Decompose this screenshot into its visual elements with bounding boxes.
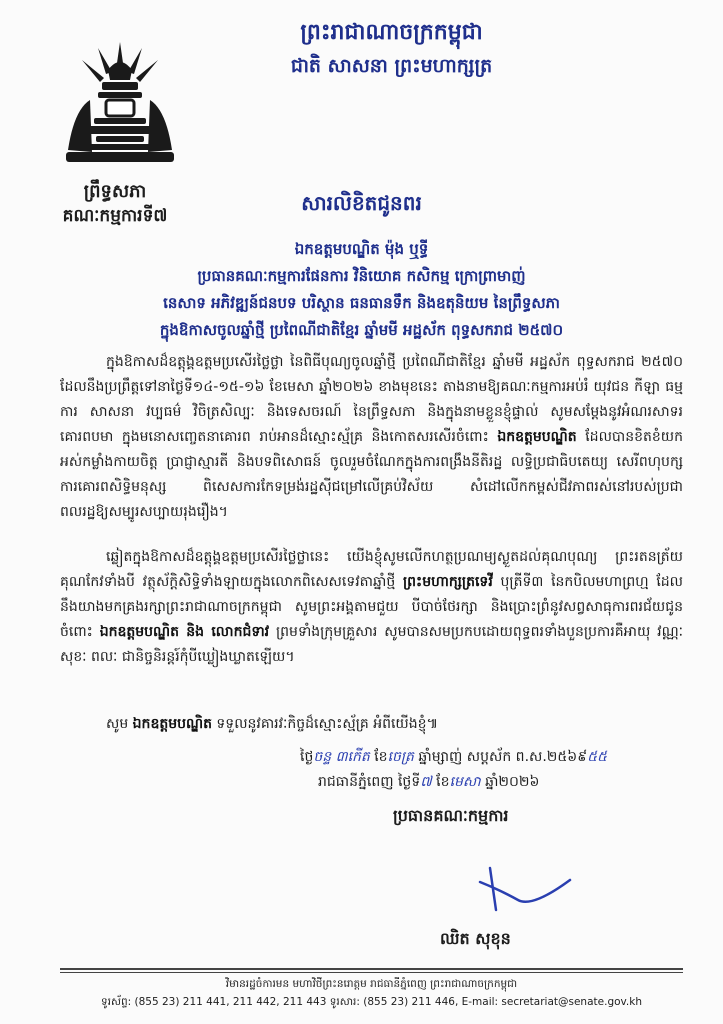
footer-divider (60, 968, 683, 970)
lunar-prefix: ថ្ងៃ (300, 749, 314, 765)
p1-text-b: ដែលបានខិតខំយកអស់កម្លាំងកាយចិត្ត ប្រាជ្ញាស្មារតី និងបទពិសោធន៍ ចូលរួមចំណែកក្នុងការពង្រឹងនីតិរដ្ឋ លទ្ធិប្រជាធិបតេយ្យ សេរីពហុបក្ស ការគោរពសិទ្ធិមនុស្ស ពិសេសការកែទម្រង់រដ្ឋស៊ីជម្រៅលើគ្រប់វិស័យ សំដៅលើកកម្ពស់ជីវភាពរស់នៅរបស់ប្រជាពលរដ្ឋឱ្យសម្បូរសប្បាយរុងរឿង។ (60, 429, 683, 520)
institution-name: ព្រឹទ្ធសភា (83, 181, 147, 202)
p1-honoree: ឯកឧត្តមបណ្ឌិត (497, 429, 577, 445)
body-paragraph-2 (60, 545, 683, 670)
signatory-title: ប្រធានគណៈកម្មការ (393, 806, 509, 825)
p1-text-a: ក្នុងឱកាសដ៏ឧត្តុង្គឧត្តមប្រសើរថ្លៃថ្លា នៃពិធីបុណ្យចូលឆ្នាំថ្មី ប្រពៃណីជាតិខ្មែរ ឆ្នាំមមី អដ្ឋស័ក ពុទ្ធសករាជ ២៥៧០ ដែលនឹងប្រព្រឹត្តទៅនាថ្ងៃទី១៤-១៥-១៦ ខែមេសា ឆ្នាំ២០២៦ ខាងមុខនេះ តាងនាមឱ្យគណៈកម្មការអប់រំ យុវជន កីឡា ធម្មការ សាសនា វប្បធម៌ វិចិត្រសិល្បៈ និងទេសចរណ៍ នៃព្រឹទ្ធសភា និងក្នុងនាមខ្លួនខ្ញុំផ្ទាល់ សូមសម្តែងនូវអំណរសាទរគោរពបមា ក្នុងមនោសញ្ចេតនាគោរព រាប់អានដ៏ស្មោះស្ម័គ្រ និងកោតសរសើរចំពោះ (60, 354, 683, 445)
place-date-line (318, 772, 539, 793)
senate-emblem (60, 40, 180, 170)
footer-divider-thin (60, 972, 683, 973)
addressee-line-2: ប្រធានគណៈកម្មការផែនការ វិនិយោគ កសិកម្ម ក្រោព្រាមាញ់ (197, 267, 526, 285)
p2-honorees: ឯកឧត្តមបណ្ឌិត និង លោកជំទាវ (99, 624, 270, 640)
p2-deity: ព្រះមហាក្សត្រទេវី (403, 574, 493, 590)
addressee-line-4: ក្នុងឱកាសចូលឆ្នាំថ្មី ប្រពៃណីជាតិខ្មែរ ឆ្នាំមមី អដ្ឋស័ក ពុទ្ធសករាជ ២៥៧០ (159, 321, 564, 339)
lunar-suffix: ឆ្នាំម្សាញ់ សប្តស័ក ព.ស.២៥៦៩ (418, 749, 588, 765)
addressee-line-1: ឯកឧត្តមបណ្ឌិត ម៉ុង ឬទ្ធី (294, 240, 429, 258)
letter-title: សារលិខិតជូនពរ (301, 191, 422, 215)
year: ឆ្នាំ២០២៦ (485, 774, 540, 790)
body-paragraph-3 (60, 712, 683, 737)
p2-text-b: បុត្រីទី៣ នៃកបិលមហាព្រហ្ម ដែលនឹងយាងមកគ្រងរក្សាព្រះរាជាណាចក្រកម្ពុជា សូមព្រះអង្គតាមជួយ បីបាច់ថែរក្សា និងប្រោះព្រំនូវសព្វសាធុការពរជ័យជូនចំពោះ (60, 574, 684, 640)
p3-text-a: សូម (106, 716, 129, 732)
lunar-handwritten-month: ចេត្រ (387, 749, 414, 765)
p2-text-c: ព្រមទាំងក្រុមគ្រួសារ សូមបានសមប្រកបដោយពុទ្ធពរទាំងបួនប្រការគឺអាយុ វណ្ណៈ សុខៈ ពលៈ ជានិច្ចនិរន្តរ៍កុំបីឃ្លៀងឃ្លាតឡើយ។ (60, 624, 683, 665)
body-paragraph-1 (60, 350, 683, 525)
addressee-block (30, 236, 693, 344)
lunar-handwritten-end: ៥៥ (587, 749, 607, 765)
footer-address: វិមានរដ្ឋចំការមន មហាវិថីព្រះនរោត្តម រាជធានីភ្នំពេញ ព្រះរាជាណាចក្រកម្ពុជា (225, 978, 518, 990)
p3-honoree: ឯកឧត្តមបណ្ឌិត (132, 716, 212, 732)
place-date-prefix: រាជធានីភ្នំពេញ ថ្ងៃទី (318, 774, 421, 790)
lunar-date-line (300, 747, 607, 768)
lunar-month-prefix: ខែ (374, 749, 388, 765)
p2-text-a: ឆ្លៀតក្នុងឱកាសដ៏ឧត្តុង្គឧត្តមប្រសើរថ្លៃថ្លានេះ យើងខ្ញុំសូមលើកហត្ថប្រណម្យស្ងួតដល់គុណបុណ្យ ព្រះរតនត្រ័យគុណកែវទាំងបី វត្ថុស័ក្តិសិទ្ធិទាំងឡាយក្នុងលោកពិសេសទេវតាឆ្នាំថ្មី (60, 549, 683, 590)
lunar-handwritten-day: ចន្ទ ៣កើត (313, 749, 370, 765)
signatory-name: ឈិត សុខុន (440, 929, 511, 948)
handwritten-signature (460, 860, 580, 920)
kingdom-line-2: ជាតិ សាសនា ព្រះមហាក្សត្រ (290, 55, 493, 77)
addressee-line-3: នេសាទ អភិវឌ្ឍន៍ជនបទ បរិស្ថាន ធនធានទឹក និងឧតុនិយម នៃព្រឹទ្ធសភា (163, 294, 560, 312)
p3-text-b: ទទួលនូវគារវៈកិច្ចដ៏ស្មោះស្ម័គ្រ អំពីយើងខ្ញុំ៕ (216, 716, 439, 732)
month-prefix: ខែ (436, 774, 450, 790)
committee-name: គណៈកម្មការទី៧ (62, 206, 168, 226)
handwritten-month: មេសា (449, 774, 481, 790)
handwritten-day: ៧ (420, 774, 432, 790)
kingdom-line-1: ព្រះរាជាណាចក្រកម្ពុជា (300, 20, 483, 45)
footer-contact: ទូរស័ព្ទ: (855 23) 211 441, 211 442, 211 443 ទូរសារ: (855 23) 211 446, E-mail: secretariat@senate.gov.kh (100, 996, 643, 1008)
